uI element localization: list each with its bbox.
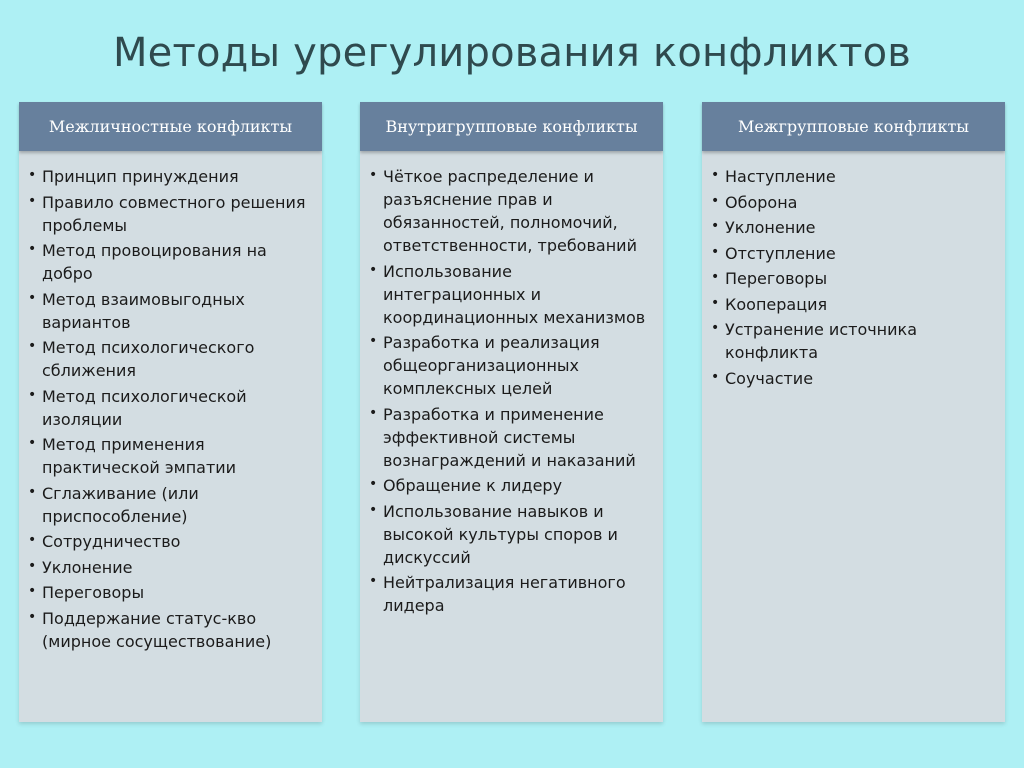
- method-list-item: • Переговоры: [28, 581, 312, 604]
- method-list-item: • Уклонение: [28, 556, 312, 579]
- method-list-item: • Соучастие: [711, 367, 995, 390]
- column-header-intergroup: Межгрупповые конфликты: [702, 102, 1005, 151]
- method-list-item: • Оборона: [711, 191, 995, 214]
- column-header-intragroup: Внутригрупповые конфликты: [360, 102, 663, 151]
- method-list-item: • Метод применения практической эмпатии: [28, 433, 312, 479]
- method-list-intergroup: [702, 151, 1005, 390]
- method-list-item: • Нейтрализация негативного лидера: [369, 571, 653, 617]
- column-interpersonal: [19, 102, 322, 722]
- method-list-item: • Сглаживание (или приспособление): [28, 482, 312, 528]
- method-list-intragroup: [360, 151, 663, 617]
- method-list-item: • Уклонение: [711, 216, 995, 239]
- column-body-interpersonal: [19, 151, 322, 722]
- method-list-item: • Использование навыков и высокой культуры споров и дискуссий: [369, 500, 653, 569]
- method-list-item: • Обращение к лидеру: [369, 474, 653, 497]
- method-list-item: • Метод провоцирования на добро: [28, 239, 312, 285]
- method-list-item: • Поддержание статус-кво (мирное сосуществование): [28, 607, 312, 653]
- method-list-item: • Разработка и реализация общеорганизационных комплексных целей: [369, 331, 653, 400]
- method-list-item: • Сотрудничество: [28, 530, 312, 553]
- method-list-item: • Наступление: [711, 165, 995, 188]
- method-list-item: • Переговоры: [711, 267, 995, 290]
- column-intergroup: [702, 102, 1005, 722]
- column-header-interpersonal: Межличностные конфликты: [19, 102, 322, 151]
- method-list-item: • Правило совместного решения проблемы: [28, 191, 312, 237]
- method-list-item: • Кооперация: [711, 293, 995, 316]
- method-list-item: • Использование интеграционных и координационных механизмов: [369, 260, 653, 329]
- method-list-item: • Отступление: [711, 242, 995, 265]
- column-intragroup: [360, 102, 663, 722]
- method-list-item: • Метод взаимовыгодных вариантов: [28, 288, 312, 334]
- method-list-item: • Метод психологического сближения: [28, 336, 312, 382]
- slide-title: Методы урегулирования конфликтов: [112, 30, 912, 76]
- method-list-item: • Метод психологической изоляции: [28, 385, 312, 431]
- method-list-interpersonal: [19, 151, 322, 653]
- method-list-item: • Устранение источника конфликта: [711, 318, 995, 364]
- column-body-intragroup: [360, 151, 663, 722]
- method-list-item: • Чёткое распределение и разъяснение прав и обязанностей, полномочий, ответственности, требований: [369, 165, 653, 257]
- method-list-item: • Принцип принуждения: [28, 165, 312, 188]
- method-list-item: • Разработка и применение эффективной системы вознаграждений и наказаний: [369, 403, 653, 472]
- column-body-intergroup: [702, 151, 1005, 722]
